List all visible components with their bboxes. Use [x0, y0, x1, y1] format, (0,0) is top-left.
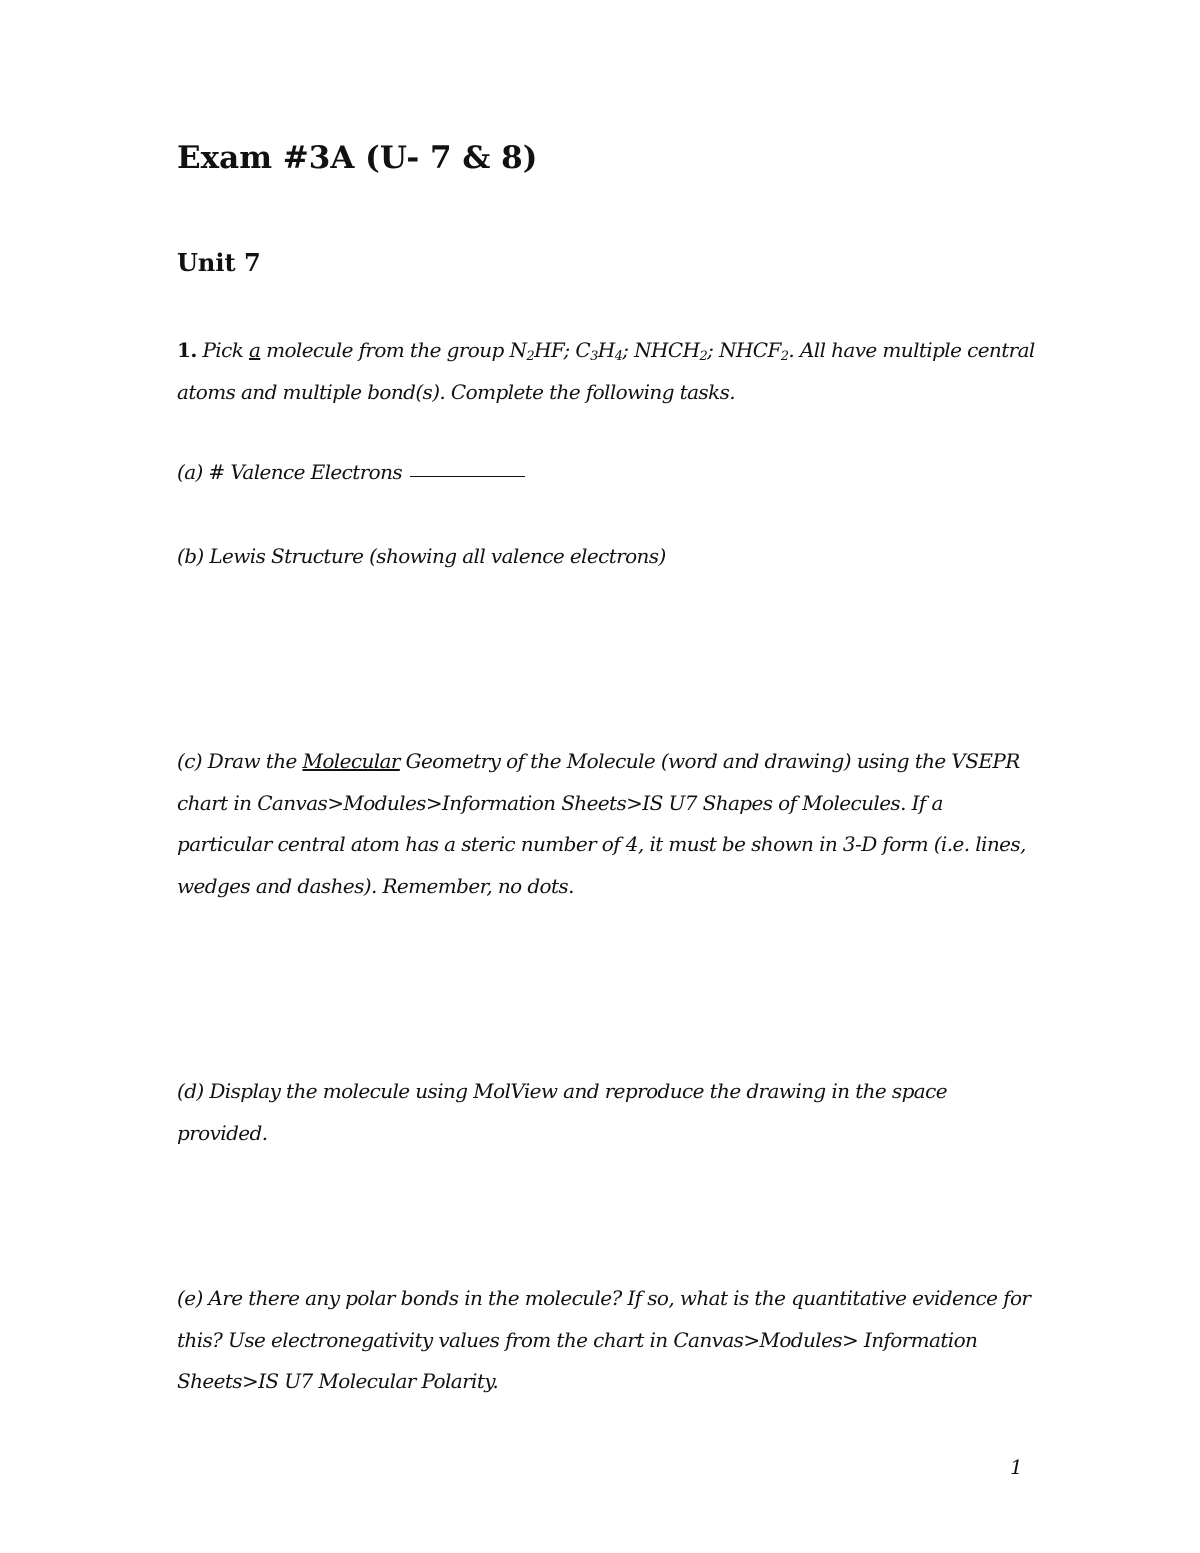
part-e: (e) Are there any polar bonds in the molecule? If so, what is the quantitative evidence for this? Use electronegativity values from the chart in Canvas>Modules> Information Sheets>IS U7 Molecular Polarity.: [177, 1286, 1031, 1393]
part-a-text: (a) # Valence Electrons: [177, 460, 403, 484]
part-c: (c) Draw the Molecular Geometry of the Molecule (word and drawing) using the VSEPR chart in Canvas>Modules>Information Sheets>IS U7 Shapes of Molecules. If a particular central atom has a steric number of 4, it must be shown in 3-D form (i.e. lines, wedges and dashes). Remember, no dots.: [177, 749, 1026, 898]
question-1: 1. Pick a molecule from the group $N_2HF$; $C_3H_4$; $NHCH_2$; $NHCF_2$. All have multiple central atoms and multiple bond(s). Complete the following tasks.: [177, 338, 1035, 404]
answer-blank[interactable]: [410, 476, 525, 477]
underlined-a: a: [249, 338, 261, 362]
part-a: [177, 452, 1037, 494]
page-number: 1: [1010, 1455, 1023, 1479]
exam-title: Exam #3A (U- 7 & 8): [177, 140, 538, 176]
part-b: (b) Lewis Structure (showing all valence electrons): [177, 544, 666, 568]
question-number: 1.: [177, 338, 197, 362]
underlined-molecular: Molecular: [302, 749, 400, 773]
part-d: (d) Display the molecule using MolView and reproduce the drawing in the space provided.: [177, 1079, 947, 1145]
unit-heading: Unit 7: [177, 248, 261, 277]
